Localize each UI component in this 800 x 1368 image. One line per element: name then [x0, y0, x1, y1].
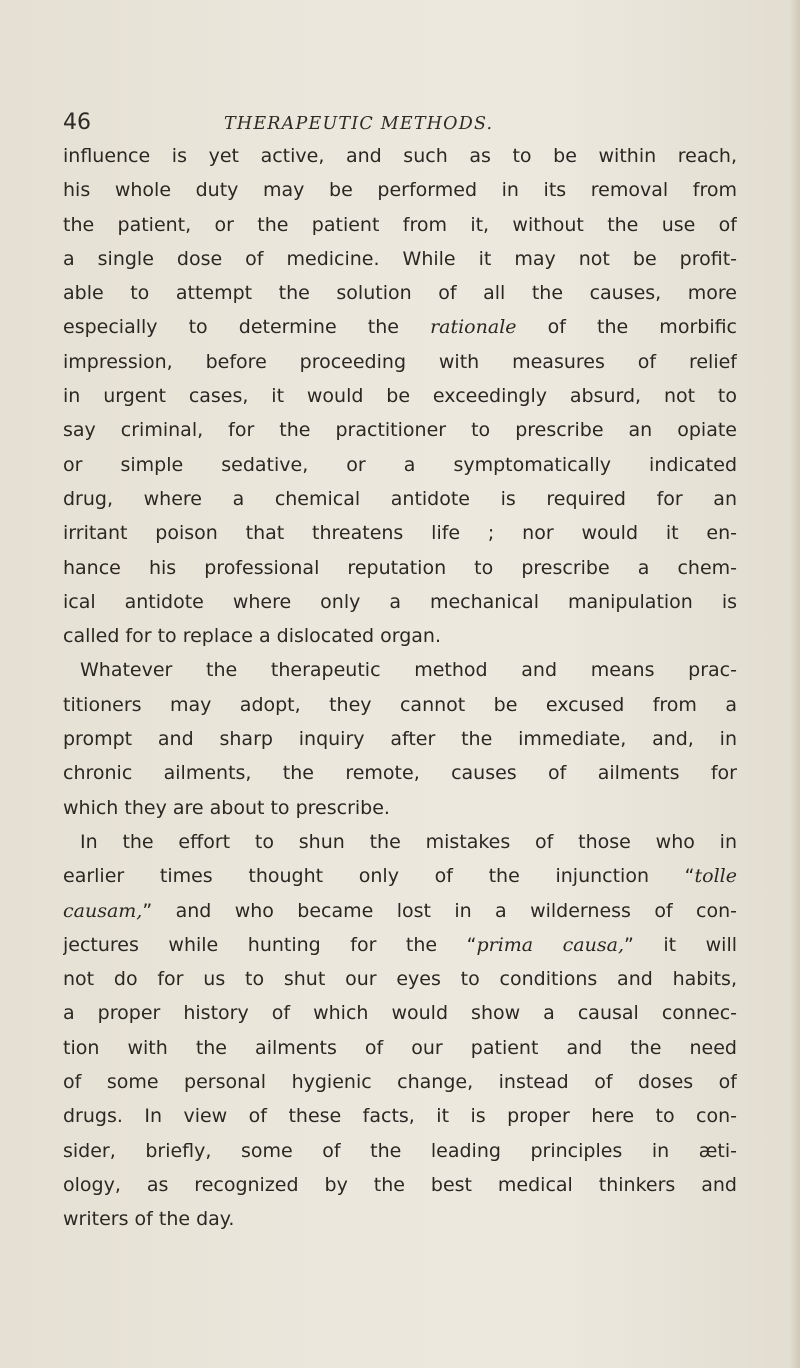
text-segment: hance his professional reputation to prescribe a chem-	[63, 556, 737, 579]
text-segment: or simple sedative, or a symptomatically indicated	[63, 453, 737, 476]
text-segment: able to attempt the solution of all the causes, more	[63, 282, 737, 305]
text-segment: which they are about to prescribe.	[63, 796, 390, 819]
text-line	[63, 276, 737, 310]
text-segment: ical antidote where only a mechanical manipulation is	[63, 590, 737, 613]
body-text	[63, 139, 737, 1237]
text-segment: titioners may adopt, they cannot be excused from a	[63, 693, 737, 716]
text-segment: ology, as recognized by the best medical thinkers and	[63, 1173, 737, 1196]
text-segment: ” and who became lost in a wilderness of con-	[142, 899, 737, 922]
text-line	[63, 1065, 737, 1099]
text-segment: chronic ailments, the remote, causes of ailments for	[63, 762, 737, 785]
italic-term: prima causa,	[476, 933, 624, 956]
text-line	[63, 345, 737, 379]
text-line	[63, 139, 737, 173]
text-segment: impression, before proceeding with measures of relief	[63, 350, 737, 373]
text-line	[63, 688, 737, 722]
text-segment: of the morbific	[516, 316, 737, 339]
text-segment: tion with the ailments of our patient and the need	[63, 1036, 737, 1059]
text-line	[63, 242, 737, 276]
text-segment: jectures while hunting for the “	[63, 933, 477, 956]
text-line	[63, 585, 737, 619]
text-line	[63, 208, 737, 242]
text-line	[63, 894, 737, 928]
text-line	[63, 173, 737, 207]
text-line	[63, 859, 737, 893]
text-segment: especially to determine the	[63, 316, 431, 339]
text-segment: drug, where a chemical antidote is required for an	[63, 487, 737, 510]
text-line	[63, 310, 737, 344]
text-line	[63, 962, 737, 996]
text-segment: a proper history of which would show a causal connec-	[63, 1002, 737, 1025]
text-segment: his whole duty may be performed in its removal from	[63, 179, 737, 202]
text-line	[63, 722, 737, 756]
text-line	[63, 1031, 737, 1065]
text-line	[63, 756, 737, 790]
text-line	[63, 516, 737, 550]
text-segment: the patient, or the patient from it, without the use of	[63, 213, 737, 236]
text-line	[63, 928, 737, 962]
italic-term: rationale	[430, 316, 517, 339]
running-head: THERAPEUTIC METHODS.	[224, 114, 494, 134]
italic-term: tolle	[694, 865, 737, 888]
page-edge-shadow	[790, 0, 800, 1368]
text-segment: irritant poison that threatens life ; nor would it en-	[63, 522, 737, 545]
text-line	[63, 1134, 737, 1168]
text-segment: not do for us to shut our eyes to conditions and habits,	[63, 968, 737, 991]
text-line	[63, 825, 737, 859]
text-line	[63, 653, 737, 687]
text-segment: in urgent cases, it would be exceedingly absurd, not to	[63, 385, 737, 408]
text-segment: earlier times thought only of the injunction “	[63, 865, 695, 888]
text-segment: influence is yet active, and such as to be within reach,	[63, 145, 737, 167]
text-segment: In the effort to shun the mistakes of those who in	[80, 830, 737, 853]
text-line	[63, 619, 737, 653]
text-line	[63, 1168, 737, 1202]
text-line	[63, 413, 737, 447]
text-segment: writers of the day.	[63, 1208, 235, 1231]
text-line	[63, 448, 737, 482]
text-segment: prompt and sharp inquiry after the immediate, and, in	[63, 728, 737, 751]
text-segment: sider, briefly, some of the leading principles in æti-	[63, 1139, 737, 1162]
text-line	[63, 482, 737, 516]
text-line	[63, 1202, 737, 1236]
text-segment: Whatever the therapeutic method and means prac-	[80, 659, 737, 682]
text-line	[63, 996, 737, 1030]
text-segment: drugs. In view of these facts, it is proper here to con-	[63, 1105, 737, 1128]
page-number: 46	[63, 110, 91, 135]
text-segment: ” it will	[624, 933, 737, 956]
text-segment: say criminal, for the practitioner to prescribe an opiate	[63, 419, 737, 442]
page-header	[0, 108, 800, 138]
text-line	[63, 379, 737, 413]
text-line	[63, 1099, 737, 1133]
text-line	[63, 551, 737, 585]
text-line	[63, 791, 737, 825]
text-segment: a single dose of medicine. While it may not be profit-	[63, 247, 737, 270]
text-segment: called for to replace a dislocated organ.	[63, 625, 441, 648]
text-segment: of some personal hygienic change, instead of doses of	[63, 1071, 737, 1094]
italic-term: causam,	[63, 899, 143, 922]
